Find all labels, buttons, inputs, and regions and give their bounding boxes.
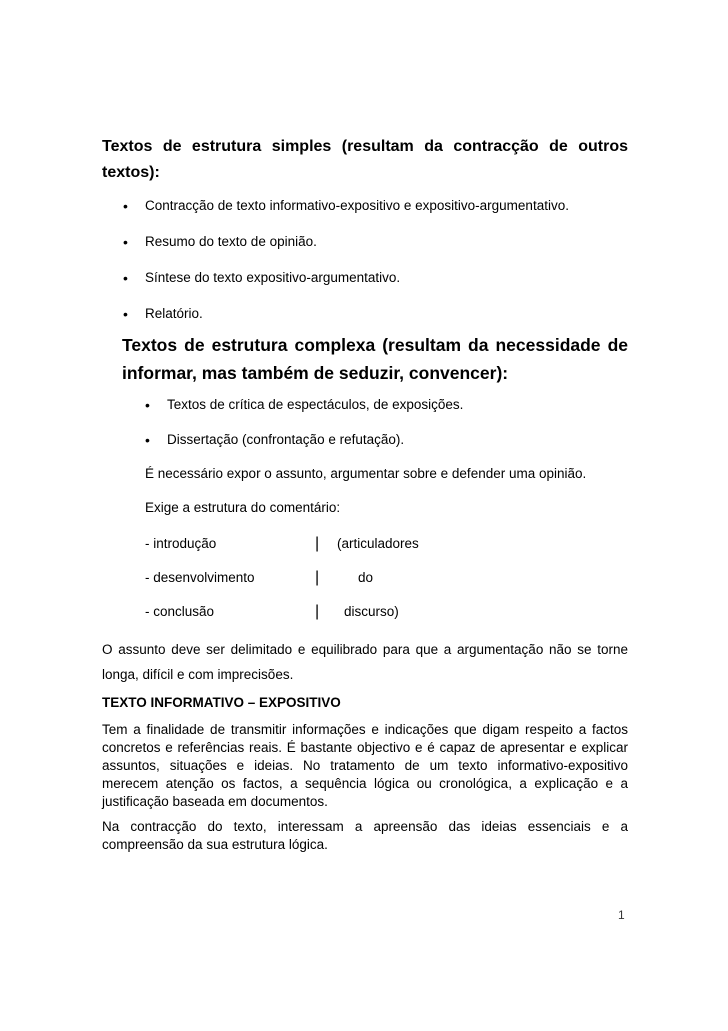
paragraph: Tem a finalidade de transmitir informações e indicações que digam respeito a factos concretos e referências reais. É bastante objectivo e é capaz de apresentar e explicar assuntos, situações e ideias. No tratamento de um texto informativo-expositivo merecem atenção os factos, a sequência lógica ou cronológica, a explicação e a justificação baseada em documentos.	[102, 722, 628, 809]
bullet-icon: •	[145, 397, 150, 413]
structure-part: - introdução	[145, 536, 217, 551]
structure-connector: discurso)	[344, 604, 399, 619]
page-number: 1	[618, 908, 625, 922]
section1-heading: Textos de estrutura simples (resultam da contracção de outros textos):	[102, 138, 628, 181]
divider-bar: |	[315, 569, 320, 586]
bullet-icon: •	[123, 198, 128, 214]
bullet-icon: •	[145, 432, 150, 448]
divider-bar: |	[315, 535, 320, 552]
note-text: É necessário expor o assunto, argumentar sobre e defender uma opinião.	[145, 466, 587, 481]
structure-part: - conclusão	[145, 604, 215, 619]
divider-bar: |	[315, 603, 320, 620]
document-page: Textos de estrutura simples (resultam da contracção de outros textos): • Contracção de texto informativo-expositivo e expositivo-argumentativo. • Resumo do texto de opinião. • Síntese do texto expositivo-argumentativo. • Relatório. Textos de estrutura complexa (resultam da necessidade de informar, mas também de seduzir, convencer): • Textos de crítica de espectáculos, de exposições. • Dissertação (confrontação e refutação). É necessário expor o assunto, argumentar sobre e defender uma opinião. Exige a estrutura do comentário: - introdução | (articuladores - desenvolvimento | do - conclusão | discurso) O assunto deve ser delimitado e equilibrado para que a argumentação não se torne longa, difícil e com imprecisões. TEXTO INFORMATIVO – EXPOSITIVO Tem a finalidade de transmitir informações e indicações que digam respeito a factos concretos e referências reais. É bastante objectivo e é capaz de apresentar e explicar assuntos, situações e ideias. No tratamento de um texto informativo-expositivo merecem atenção os factos, a sequência lógica ou cronológica, a explicação e a justificação baseada em documentos. Na contracção do texto, interessam a apreensão das ideias essenciais e a compreensão da sua estrutura lógica. 1	[0, 0, 728, 1031]
structure-connector: do	[358, 570, 374, 585]
bullet-icon: •	[123, 306, 128, 322]
paragraph: O assunto deve ser delimitado e equilibrado para que a argumentação não se torne longa, difícil e com imprecisões.	[102, 642, 628, 682]
structure-part: - desenvolvimento	[145, 570, 255, 585]
section2-heading: Textos de estrutura complexa (resultam da necessidade de informar, mas também de seduzir, convencer):	[122, 335, 628, 383]
bullet-icon: •	[123, 270, 128, 286]
structure-connector: (articuladores	[337, 536, 419, 551]
section3-heading: TEXTO INFORMATIVO – EXPOSITIVO	[102, 695, 341, 710]
paragraph: Na contracção do texto, interessam a apreensão das ideias essenciais e a compreensão da sua estrutura lógica.	[102, 819, 628, 852]
bullet-icon: •	[123, 234, 128, 250]
structure-intro: Exige a estrutura do comentário:	[145, 500, 341, 515]
